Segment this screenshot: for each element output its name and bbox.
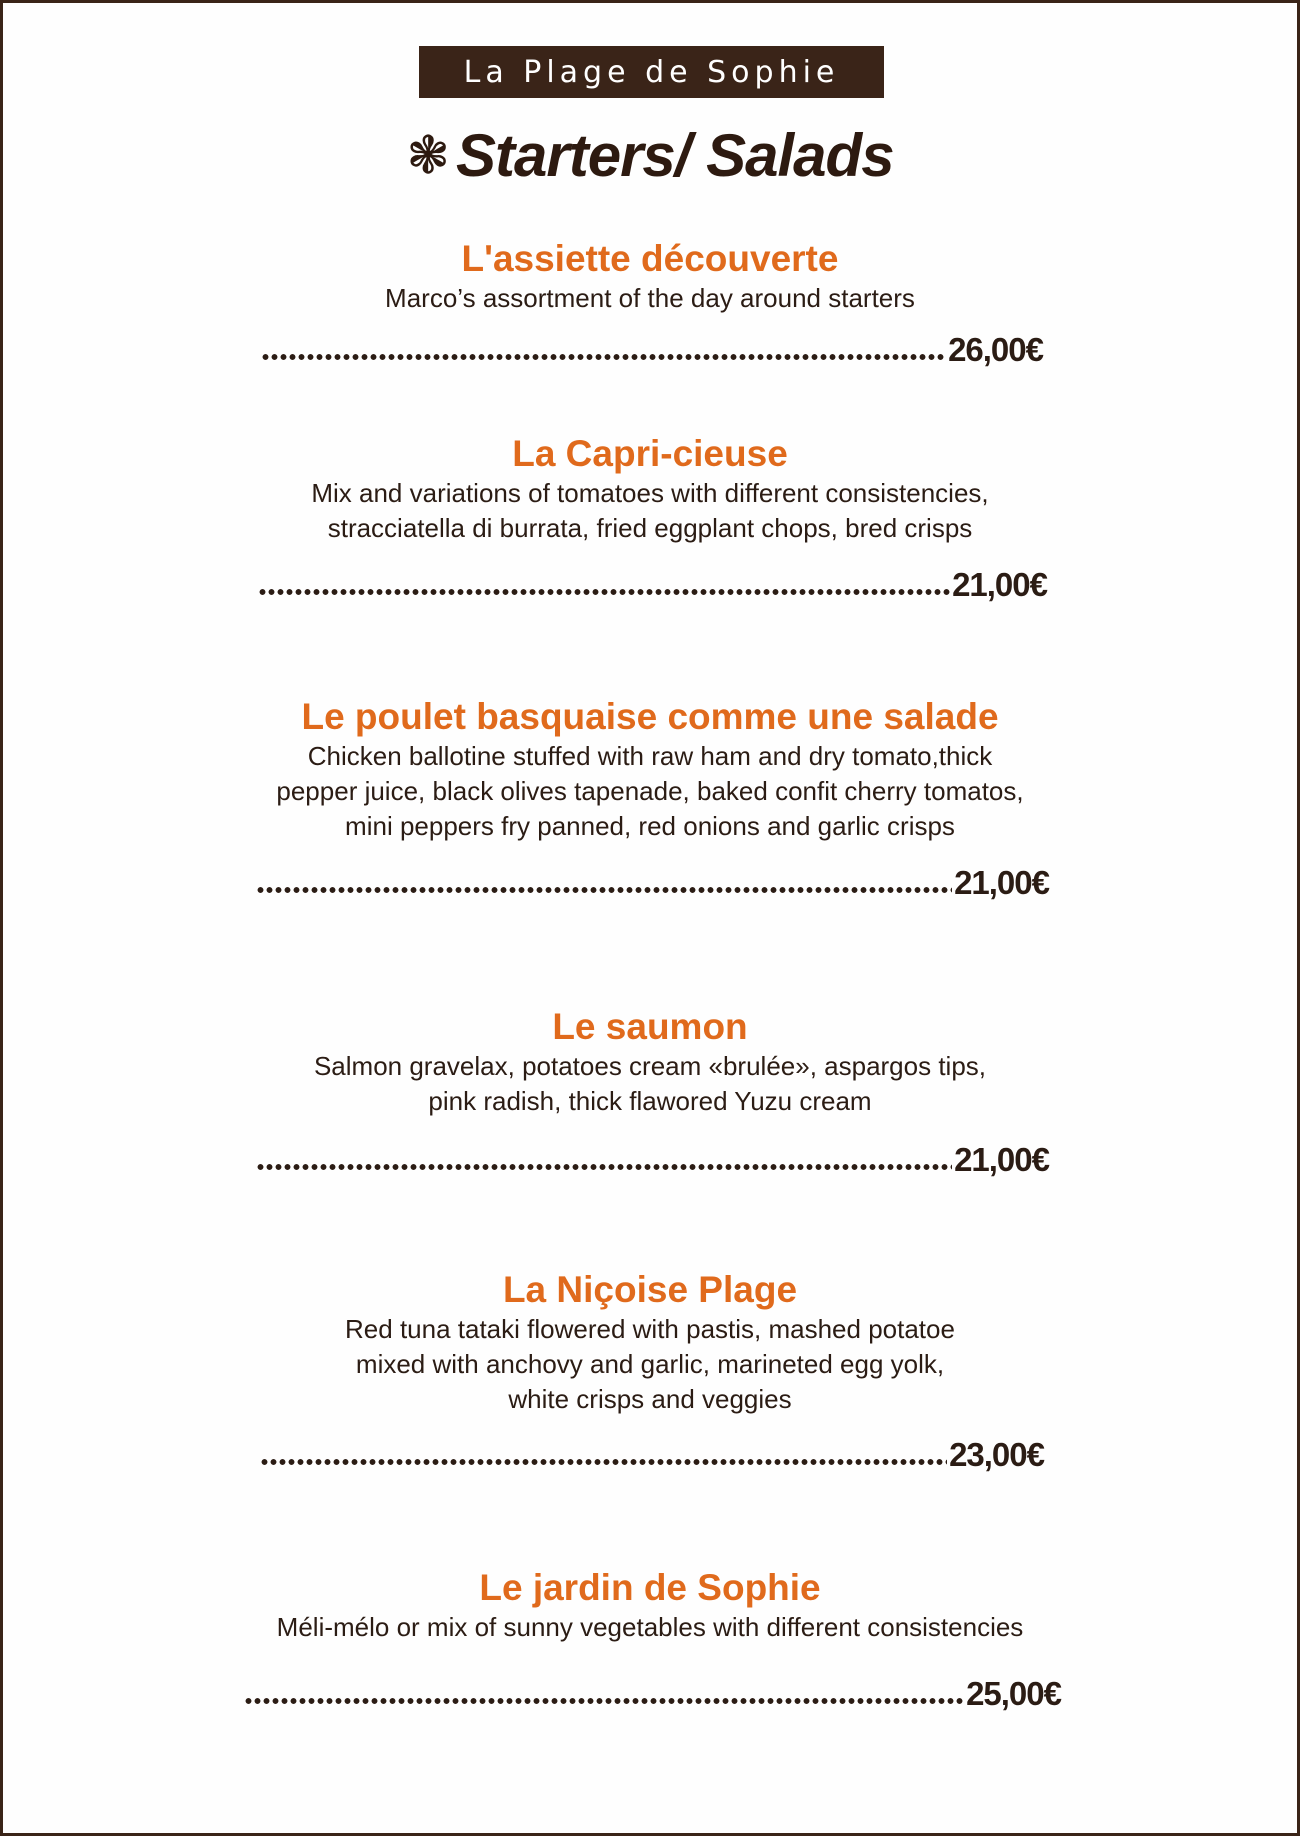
dish-price: 25,00€ — [966, 1675, 1061, 1712]
dot-leader — [244, 1697, 964, 1705]
dish-price: 21,00€ — [954, 1141, 1049, 1178]
price-row — [261, 327, 1043, 367]
dot-leader — [258, 588, 950, 596]
menu-item — [3, 1268, 1297, 1417]
dish-description-line: mixed with anchovy and garlic, marineted egg yolk, — [355, 1349, 945, 1379]
dish-price: 21,00€ — [952, 566, 1047, 603]
dish-description-line: white crisps and veggies — [508, 1384, 792, 1414]
dish-description-line: Méli-mélo or mix of sunny vegetables with different consistencies — [276, 1612, 1024, 1642]
section-heading — [3, 121, 1297, 190]
menu-item — [3, 1566, 1297, 1645]
price-row — [244, 1671, 1061, 1711]
price-row — [260, 1432, 1044, 1472]
dish-name: Le jardin de Sophie — [479, 1567, 821, 1608]
dot-leader — [261, 353, 946, 361]
dish-description-line: stracciatella di burrata, fried eggplant chops, bred crisps — [327, 513, 973, 543]
dish-description-line: Marco’s assortment of the day around starters — [385, 283, 915, 313]
dish-description-line: Salmon gravelax, potatoes cream «brulée», aspargos tips, — [313, 1051, 987, 1081]
restaurant-name: La Plage de Sophie — [463, 54, 840, 90]
menu-item — [3, 1005, 1297, 1119]
restaurant-name-banner — [419, 46, 884, 98]
dot-leader — [256, 1163, 952, 1171]
dish-name: Le poulet basquaise comme une salade — [301, 696, 999, 737]
dish-name: L'assiette découverte — [461, 238, 839, 279]
menu-item — [3, 432, 1297, 546]
menu-item — [3, 237, 1297, 316]
dish-name: La Capri-cieuse — [512, 433, 788, 474]
flower-icon: ❃ — [406, 126, 450, 185]
dish-description-line: Mix and variations of tomatoes with different consistencies, — [311, 478, 989, 508]
price-row — [258, 562, 1047, 602]
dish-description-line: Red tuna tataki flowered with pastis, mashed potatoe — [345, 1314, 955, 1344]
dish-name: Le saumon — [552, 1006, 748, 1047]
price-row — [256, 860, 1049, 900]
dot-leader — [256, 886, 952, 894]
dish-price: 23,00€ — [949, 1436, 1044, 1473]
dish-description-line: mini peppers fry panned, red onions and garlic crisps — [345, 811, 955, 841]
dish-description-line: pink radish, thick flawored Yuzu cream — [428, 1086, 872, 1116]
dot-leader — [260, 1458, 947, 1466]
dish-name: La Niçoise Plage — [502, 1269, 798, 1310]
dish-description-line: pepper juice, black olives tapenade, baked confit cherry tomatos, — [276, 776, 1024, 806]
dish-description-line: Chicken ballotine stuffed with raw ham and dry tomato,thick — [307, 741, 993, 771]
price-row — [256, 1137, 1049, 1177]
dish-price: 26,00€ — [948, 331, 1043, 368]
section-title: Starters/ Salads — [456, 122, 894, 189]
menu-item — [3, 695, 1297, 844]
dish-price: 21,00€ — [954, 864, 1049, 901]
